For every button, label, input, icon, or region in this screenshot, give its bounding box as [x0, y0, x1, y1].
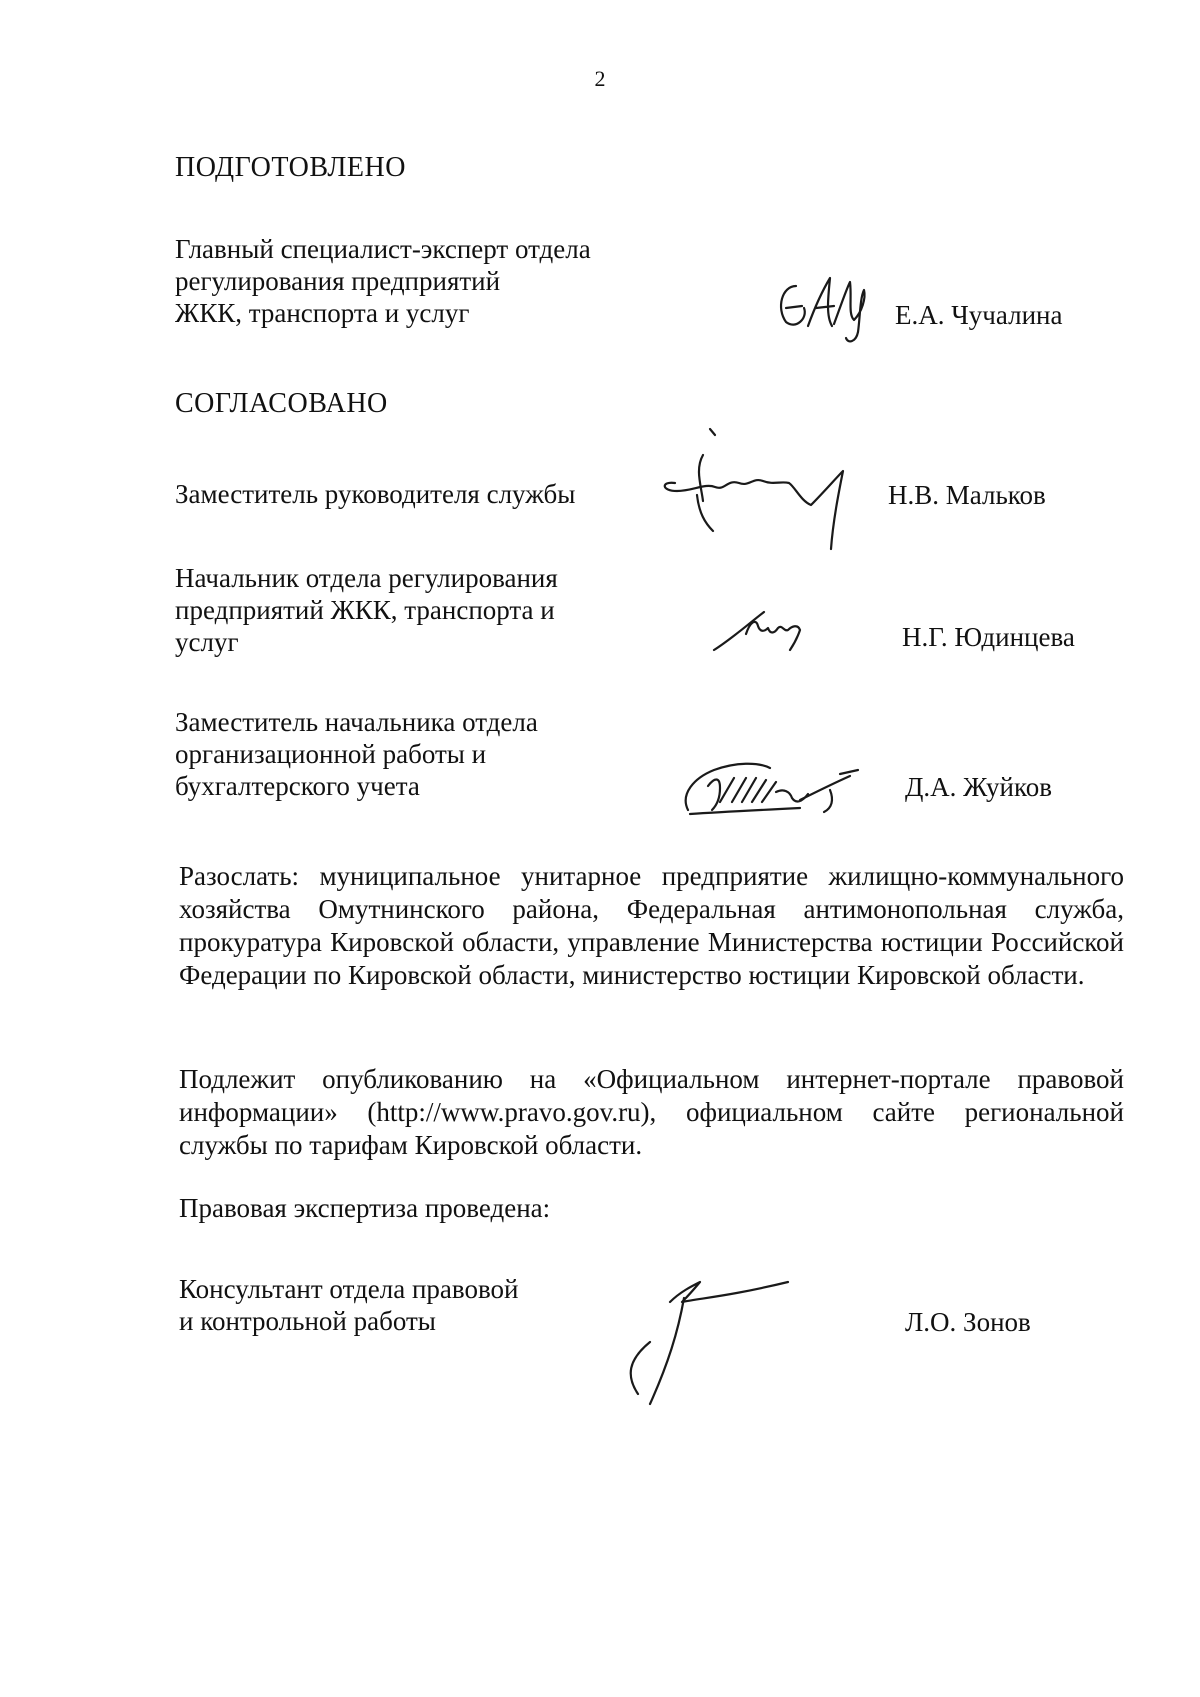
prepared-heading: ПОДГОТОВЛЕНО [175, 152, 406, 183]
position-line: Заместитель начальника отдела [175, 707, 538, 737]
position-line: организационной работы и [175, 739, 487, 769]
zhuikov-position [175, 706, 675, 802]
page-number: 2 [594, 66, 606, 91]
zonov-name: Л.О. Зонов [905, 1307, 1031, 1337]
prepared-position [175, 233, 675, 329]
yudintseva-position [175, 562, 675, 658]
legal-review-heading: Правовая экспертиза проведена: [179, 1193, 551, 1223]
position-line: бухгалтерского учета [175, 771, 420, 801]
publication-paragraph: Подлежит опубликованию на «Официальном интернет-портале правовой информации» (http://www.pravo.gov.ru), официальном сайте региональной службы по тарифам Кировской области. [179, 1064, 1124, 1160]
distribution-paragraph: Разослать: муниципальное унитарное предприятие жилищно-коммунального хозяйства Омутнинского района, Федеральная антимонопольная служба, прокуратура Кировской области, управление Министерства юстиции Российской Федерации по Кировской области, министерство юстиции Кировской области. [179, 861, 1124, 990]
agreed-heading: СОГЛАСОВАНО [175, 388, 388, 419]
prepared-name: Е.А. Чучалина [895, 300, 1063, 330]
signature-zhuikov [680, 748, 910, 828]
position-line: и контрольной работы [179, 1306, 436, 1336]
position-line: услуг [175, 627, 239, 657]
position-line: ЖКК, транспорта и услуг [175, 298, 470, 328]
position-line: предприятий ЖКК, транспорта и [175, 595, 555, 625]
zonov-position [179, 1273, 679, 1337]
position-line: Заместитель руководителя службы [175, 479, 576, 509]
position-line: регулирования предприятий [175, 266, 501, 296]
yudintseva-name: Н.Г. Юдинцева [902, 622, 1075, 652]
position-line: Консультант отдела правовой [179, 1274, 519, 1304]
signature-zonov [610, 1272, 800, 1412]
malkov-position [175, 478, 675, 510]
signature-chuchalina [768, 268, 888, 348]
signature-yudintseva [710, 600, 830, 660]
zhuikov-name: Д.А. Жуйков [905, 772, 1052, 802]
position-line: Главный специалист-эксперт отдела [175, 234, 591, 264]
malkov-name: Н.В. Мальков [888, 480, 1046, 510]
position-line: Начальник отдела регулирования [175, 563, 558, 593]
signature-malkov [655, 425, 905, 575]
